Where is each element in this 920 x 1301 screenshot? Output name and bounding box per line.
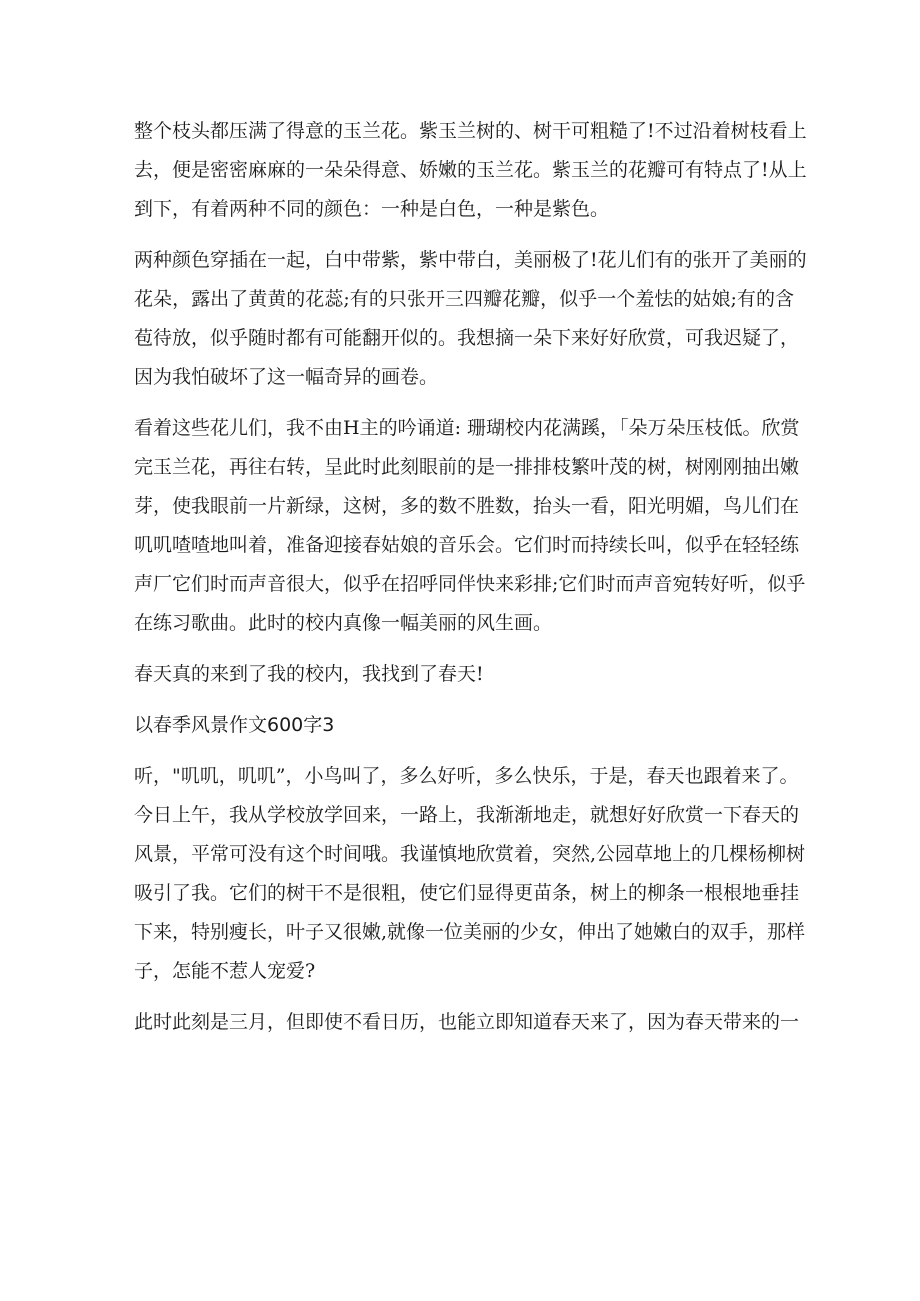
text-line: 子，怎能不惹人宠爱?: [134, 960, 316, 982]
text-line: 吸引了我。它们的树干不是很粗，使它们显得更苗条，树上的柳条一根根地垂挂: [134, 882, 800, 904]
paragraph-trees-birds: [134, 409, 806, 643]
text-line: 听，"叽叽，叽叽”，小鸟叫了，多么好听，多么快乐，于是，春天也跟着来了。: [134, 765, 799, 787]
text-line: 下来，特别瘦长，叶子又很嫩,就像一位美丽的少女，伸出了她嫩白的双手，那样: [134, 921, 806, 943]
text-line: 芽，使我眼前一片新绿，这树，多的数不胜数，抬头一看，阳光明媚，鸟儿们在: [134, 495, 800, 517]
text-line: 春天真的来到了我的校内，我找到了春天!: [134, 663, 484, 685]
text-line: 因为我怕破坏了这一幅奇异的画卷。: [134, 366, 439, 388]
text-line: 整个枝头都压满了得意的玉兰花。紫玉兰树的、树干可粗糙了!不过沿着树枝看上: [134, 120, 807, 142]
text-line: 在练习歌曲。此时的校内真像一幅美丽的风生画。: [134, 612, 553, 634]
essay-heading: 以春季风景作文600字3: [134, 714, 335, 736]
paragraph-found-spring: [134, 655, 794, 694]
paragraph-magnolia-1: [134, 112, 807, 229]
text-line: 风景，平常可没有这个时间哦。我谨慎地欣赏着，突然,公园草地上的几棵杨柳树: [134, 843, 806, 865]
text-line: 声厂它们时而声音很大，似乎在招呼同伴快来彩排;它们时而声音宛转好听，似乎: [134, 573, 806, 595]
text-line: 完玉兰花，再往右转，呈此时此刻眼前的是一排排枝繁叶茂的树，树刚刚抽出嫩: [134, 456, 800, 478]
text-line: 叽叽喳喳地叫着，准备迎接春姑娘的音乐会。它们时而持续长叫，似乎在轻轻练: [134, 534, 800, 556]
paragraph-march: [134, 1003, 800, 1042]
paragraph-magnolia-2: [134, 241, 807, 397]
document-body: [134, 112, 807, 1054]
text-line: 今日上午，我从学校放学回来，一路上，我渐渐地走，就想好好欣赏一下春天的: [134, 804, 800, 826]
text-line: 看着这些花儿们，我不由H主的吟诵道: 珊瑚校内花满蹊，「朵万朵压枝低。欣赏: [134, 417, 800, 439]
text-line: 苞待放，似乎随时都有可能翻开似的。我想摘一朵下来好好欣赏，可我迟疑了，: [134, 327, 800, 349]
paragraph-willows: [134, 757, 806, 991]
text-line: 花朵，露出了黄黄的花蕊;有的只张开三四瓣花瓣，似乎一个羞怯的姑娘;有的含: [134, 288, 794, 310]
text-line: 两种颜色穿插在一起，白中带紫，紫中带白，美丽极了!花儿们有的张开了美丽的: [134, 249, 807, 271]
text-line: 此时此刻是三月，但即使不看日历，也能立即知道春天来了，因为春天带来的一: [134, 1011, 800, 1033]
text-line: 去，便是密密麻麻的一朵朵得意、娇嫩的玉兰花。紫玉兰的花瓣可有特点了!从上: [134, 159, 807, 181]
text-line: 到下，有着两种不同的颜色：一种是白色，一种是紫色。: [134, 198, 610, 220]
